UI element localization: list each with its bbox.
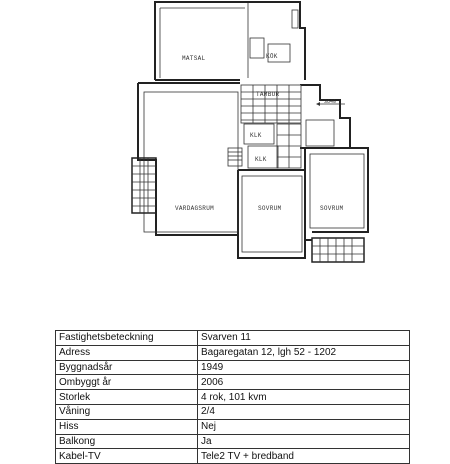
row-label: Fastighetsbeteckning	[56, 331, 198, 346]
table-row	[56, 390, 410, 405]
room-label-klk-1: KLK	[250, 132, 262, 139]
table-row	[56, 434, 410, 449]
row-value: 2/4	[198, 404, 410, 419]
row-label: Adress	[56, 345, 198, 360]
row-label: Hiss	[56, 419, 198, 434]
row-value: Bagaregatan 12, lgh 52 - 1202	[198, 345, 410, 360]
room-label-kok: KÖK	[266, 53, 278, 60]
row-value: Tele2 TV + bredband	[198, 449, 410, 464]
room-label-sovrum-2: SOVRUM	[320, 205, 344, 212]
row-value: Svarven 11	[198, 331, 410, 346]
inner-walls	[144, 3, 364, 252]
table-row	[56, 449, 410, 464]
dimension-label: 3640	[324, 99, 337, 105]
table-row	[56, 345, 410, 360]
row-label: Byggnadsår	[56, 360, 198, 375]
row-value: 2006	[198, 375, 410, 390]
room-label-tambur: TAMBUR	[256, 91, 280, 98]
right-balcony	[312, 238, 364, 262]
room-label-klk-2: KLK	[255, 156, 267, 163]
room-label-matsal: MATSAL	[182, 55, 206, 62]
row-value: Ja	[198, 434, 410, 449]
row-label: Kabel-TV	[56, 449, 198, 464]
table-row	[56, 419, 410, 434]
row-label: Balkong	[56, 434, 198, 449]
row-value: 1949	[198, 360, 410, 375]
row-label: Storlek	[56, 390, 198, 405]
property-info-table	[55, 330, 410, 464]
row-label: Ombyggt år	[56, 375, 198, 390]
outer-walls	[138, 2, 368, 258]
table-row	[56, 331, 410, 346]
row-label: Våning	[56, 404, 198, 419]
stairs	[228, 148, 242, 166]
room-label-vardagsrum: VARDAGSRUM	[175, 205, 215, 212]
property-info-body	[56, 331, 410, 464]
table-row	[56, 360, 410, 375]
table-row	[56, 375, 410, 390]
row-value: Nej	[198, 419, 410, 434]
table-row	[56, 404, 410, 419]
room-label-sovrum-1: SOVRUM	[258, 205, 282, 212]
row-value: 4 rok, 101 kvm	[198, 390, 410, 405]
